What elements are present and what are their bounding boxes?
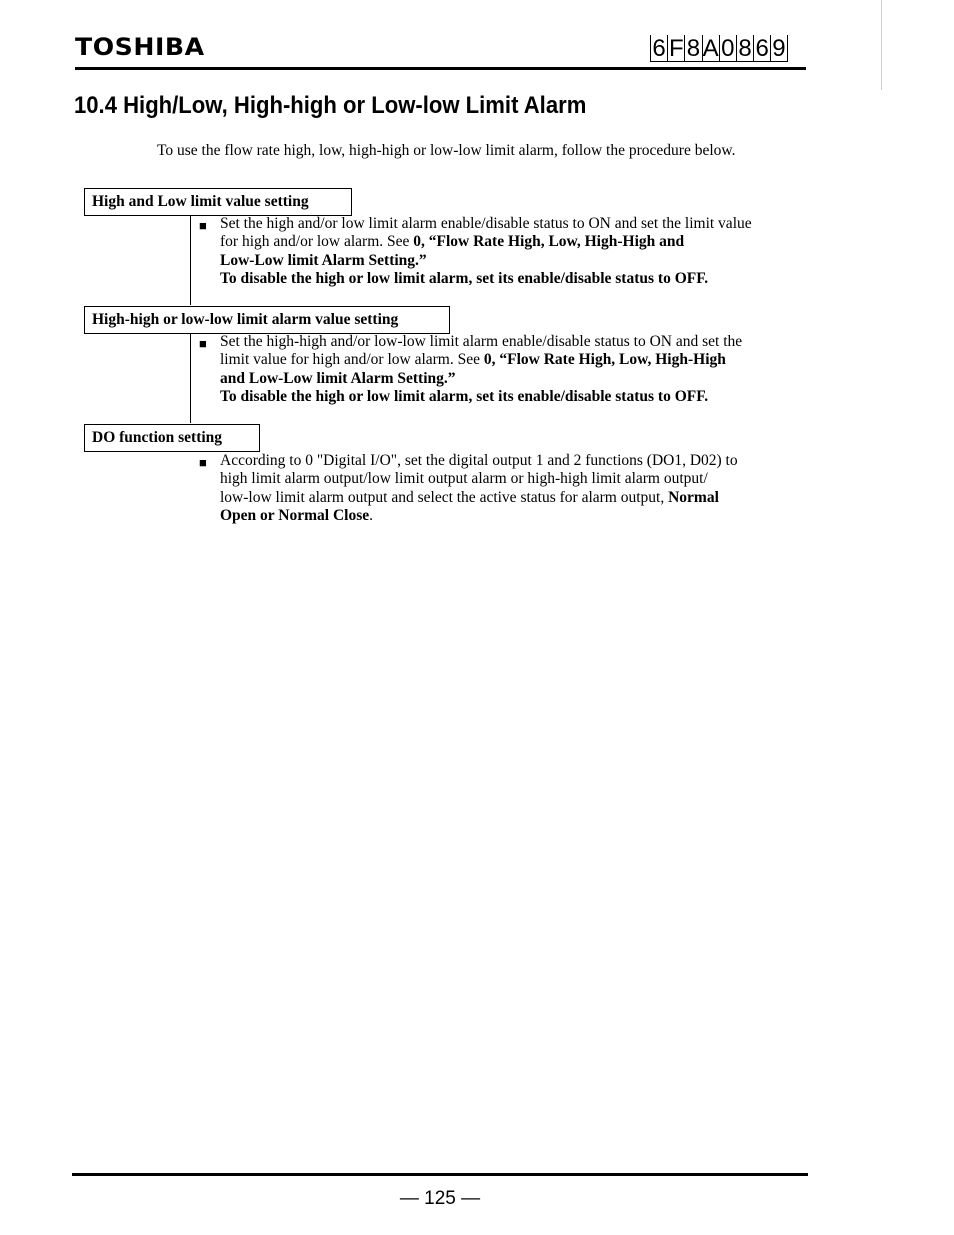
footer-rule (72, 1173, 808, 1176)
step-text-line (220, 507, 810, 525)
step-text: limit value for high and/or low alarm. See (220, 351, 484, 369)
step-text-line (220, 233, 810, 251)
step-reference: Low-Low limit Alarm Setting.” (220, 251, 427, 269)
doc-number-char: 0 (719, 35, 736, 62)
doc-number-char: 9 (772, 35, 786, 62)
step-text-line: Set the high-high and/or low-low limit alarm enable/disable status to ON and set the (220, 333, 743, 350)
step-description (220, 215, 810, 288)
doc-number-char: 6 (753, 35, 770, 62)
step-text: . (369, 506, 373, 524)
step-reference: 0, “Flow Rate High, Low, High-High and (413, 233, 685, 251)
bullet-marker: ■ (199, 336, 207, 351)
doc-number-char: 6 (650, 35, 667, 62)
step-emphasis: Open or Normal Close (220, 506, 370, 524)
doc-number-char: 8 (684, 35, 701, 62)
step-note: To disable the high or low limit alarm, set its enable/disable status to OFF. (220, 387, 709, 405)
step-text-line: high limit alarm output/low limit output alarm or high-high limit alarm output/ (220, 470, 708, 488)
step-text: low-low limit alarm output and select the active status for alarm output, (220, 488, 669, 506)
header-rule (75, 67, 806, 70)
section-title: 10.4 High/Low, High-high or Low-low Limit Alarm (74, 92, 587, 119)
step-description (220, 333, 810, 406)
step-text-line: Set the high and/or low limit alarm enable/disable status to ON and set the limit value (220, 215, 752, 232)
step-text: for high and/or low alarm. See (220, 233, 414, 251)
step-description (220, 452, 810, 525)
doc-number-char: A (702, 35, 719, 62)
doc-number-char: 8 (736, 35, 753, 62)
doc-number-char: F (668, 35, 684, 62)
page-margin-mark (881, 0, 882, 90)
flow-connector (190, 215, 191, 305)
document-number (650, 34, 805, 62)
step-reference: and Low-Low limit Alarm Setting.” (220, 369, 456, 387)
step-text-line (220, 489, 810, 507)
step-text-line (220, 351, 810, 369)
page-number: — 125 — (399, 1188, 481, 1209)
bullet-marker: ■ (199, 455, 207, 470)
step-emphasis: Normal (668, 488, 719, 506)
step-text-line: According to 0 "Digital I/O", set the digital output 1 and 2 functions (DO1, D02) to (220, 452, 738, 469)
step-reference: 0, “Flow Rate High, Low, High-High (483, 351, 726, 369)
step-box-highhigh-lowlow-setting: High-high or low-low limit alarm value setting (84, 306, 450, 334)
bullet-marker: ■ (199, 218, 207, 233)
brand-logo: TOSHIBA (75, 33, 205, 61)
intro-text: To use the flow rate high, low, high-high or low-low limit alarm, follow the procedure below. (157, 142, 736, 159)
step-box-high-low-setting: High and Low limit value setting (84, 188, 352, 216)
flow-connector (190, 333, 191, 423)
step-box-do-function-setting: DO function setting (84, 424, 260, 452)
step-note: To disable the high or low limit alarm, set its enable/disable status to OFF. (220, 269, 709, 287)
